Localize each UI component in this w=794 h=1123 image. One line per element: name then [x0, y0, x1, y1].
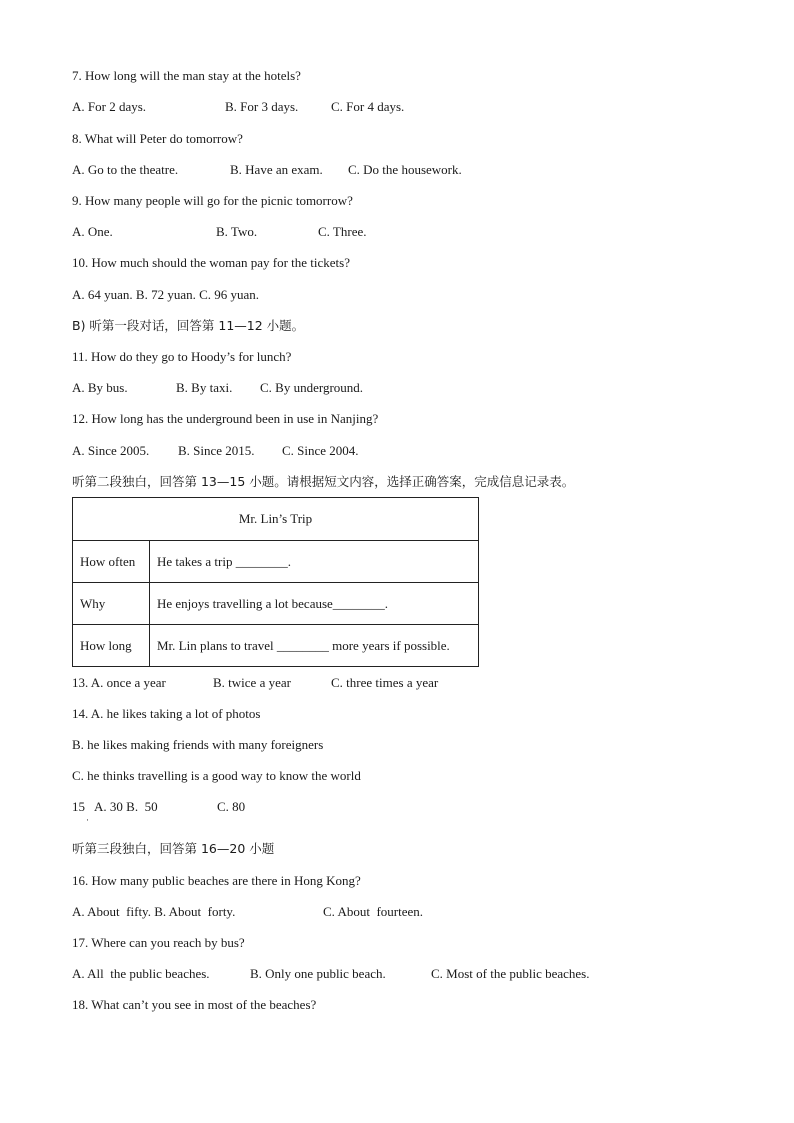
table-row [73, 625, 479, 667]
q13-option-b: B. twice a year [213, 675, 291, 690]
q9-option-c: C. Three. [318, 224, 367, 239]
q7-option-b: B. For 3 days. [225, 99, 299, 114]
q7-question: 7. How long will the man stay at the hotels? [72, 68, 301, 83]
q16-options-ab: A. About fifty. B. About forty. [72, 904, 236, 919]
table-row [73, 541, 479, 583]
q17-option-b: B. Only one public beach. [250, 966, 386, 981]
q10-options: A. 64 yuan. B. 72 yuan. C. 96 yuan. [72, 287, 260, 302]
q7-option-a: A. For 2 days. [72, 99, 147, 114]
q16-option-c: C. About fourteen. [323, 904, 424, 919]
q9-question: 9. How many people will go for the picnic tomorrow? [72, 193, 353, 208]
q12-question: 12. How long has the underground been in use in Nanjing? [72, 411, 379, 426]
q7-option-c: C. For 4 days. [331, 99, 405, 114]
q13-option-a: 13. A. once a year [72, 675, 166, 690]
row-label-how-long: How long [73, 625, 150, 667]
q8-option-b: B. Have an exam. [230, 162, 323, 177]
q16-question: 16. How many public beaches are there in Hong Kong? [72, 873, 361, 888]
q15-option-c: C. 80 [217, 799, 246, 814]
q18-question: 18. What can’t you see in most of the beaches? [72, 997, 317, 1012]
q11-option-a: A. By bus. [72, 380, 128, 395]
q14-option-c: C. he thinks travelling is a good way to know the world [72, 768, 361, 783]
row-content-how-long: Mr. Lin plans to travel ________ more years if possible. [150, 625, 479, 667]
q8-option-c: C. Do the housework. [348, 162, 462, 177]
row-content-how-often: He takes a trip ________. [150, 541, 479, 583]
q12-option-a: A. Since 2005. [72, 443, 150, 458]
q17-option-c: C. Most of the public beaches. [431, 966, 590, 981]
section-b-heading: B) 听第一段对话，回答第 11—12 小题。 [72, 318, 305, 333]
q12-option-c: C. Since 2004. [282, 443, 359, 458]
q11-option-b: B. By taxi. [176, 380, 233, 395]
row-content-why: He enjoys travelling a lot because________. [150, 583, 479, 625]
q11-option-c: C. By underground. [260, 380, 364, 395]
q17-question: 17. Where can you reach by bus? [72, 935, 245, 950]
q14-option-a: 14. A. he likes taking a lot of photos [72, 706, 261, 721]
q9-option-a: A. One. [72, 224, 113, 239]
trip-info-table [72, 497, 479, 667]
stray-dot-mark: · [86, 815, 89, 825]
q10-question: 10. How much should the woman pay for the tickets? [72, 255, 350, 270]
q11-question: 11. How do they go to Hoody’s for lunch? [72, 349, 292, 364]
table-row [73, 583, 479, 625]
row-label-why: Why [73, 583, 150, 625]
section-2-heading: 听第二段独白，回答第 13—15 小题。请根据短文内容，选择正确答案，完成信息记录表。 [72, 474, 575, 489]
q15-options-ab: 15 A. 30 B. 50 [72, 799, 158, 814]
q8-question: 8. What will Peter do tomorrow? [72, 131, 243, 146]
row-label-how-often: How often [73, 541, 150, 583]
q13-option-c: C. three times a year [331, 675, 439, 690]
q9-option-b: B. Two. [216, 224, 258, 239]
q12-option-b: B. Since 2015. [178, 443, 255, 458]
q8-option-a: A. Go to the theatre. [72, 162, 179, 177]
section-3-heading: 听第三段独白，回答第 16—20 小题 [72, 841, 275, 856]
q14-option-b: B. he likes making friends with many foreigners [72, 737, 324, 752]
table-title: Mr. Lin’s Trip [73, 498, 479, 541]
q17-option-a: A. All the public beaches. [72, 966, 210, 981]
